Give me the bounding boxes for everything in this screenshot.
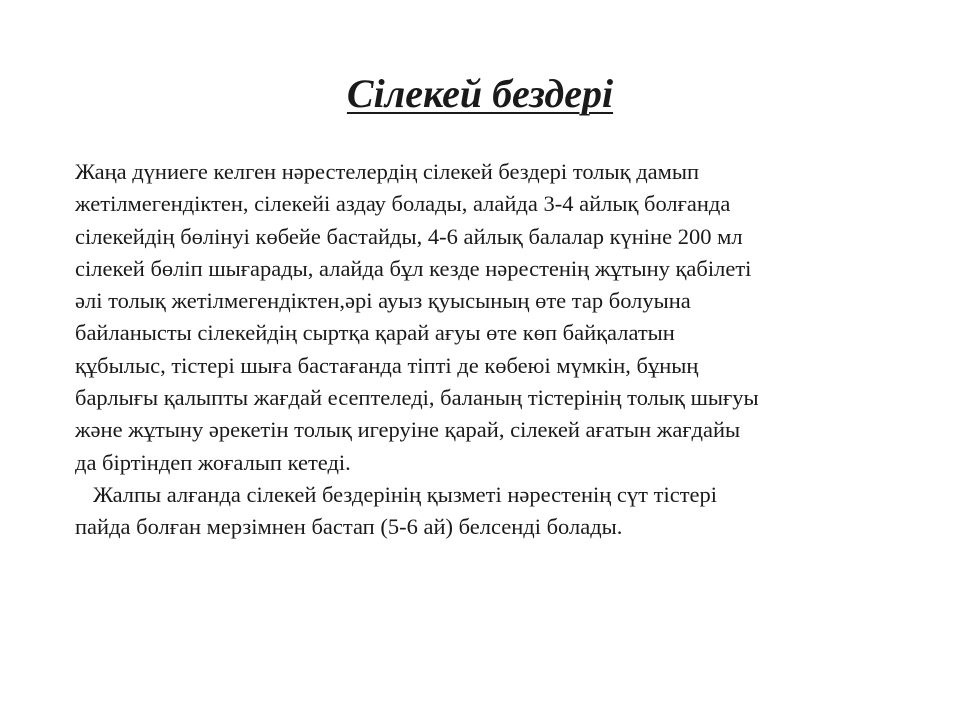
paragraph-1 — [75, 156, 890, 479]
slide-body — [75, 156, 890, 544]
text-line: құбылыс, тістері шыға бастағанда тіпті де көбеюі мүмкін, бұның — [75, 352, 699, 378]
text-line: да біртіндеп жоғалып кетеді. — [75, 449, 351, 475]
text-line: сілекей бөліп шығарады, алайда бұл кезде нәрестенің жұтыну қабілеті — [75, 255, 752, 281]
text-line: барлығы қалыпты жағдай есептеледі, баланың тістерінің толық шығуы — [75, 385, 759, 411]
text-line: Жалпы алғанда сілекей бездерінің қызметі нәрестенің сүт тістері — [93, 481, 718, 507]
slide-title — [0, 70, 960, 118]
text-line: Жаңа дүниеге келген нәрестелердің сілекей бездері толық дамып — [75, 159, 700, 184]
slide-title-text: Сілекей бездері — [346, 71, 614, 116]
text-line: пайда болған мерзімнен бастап (5-6 ай) белсенді болады. — [75, 514, 623, 540]
paragraph-2 — [75, 479, 890, 544]
text-line: сілекейдің бөлінуі көбейе бастайды, 4-6 айлық балалар күніне 200 мл — [75, 223, 743, 249]
text-line: әлі толық жетілмегендіктен,әрі ауыз қуысының өте тар болуына — [75, 288, 691, 314]
text-line: және жұтыну әрекетін толық игеруіне қарай, сілекей ағатын жағдайы — [75, 417, 741, 443]
text-line: жетілмегендіктен, сілекейі аздау болады, алайда 3-4 айлық болғанда — [75, 191, 731, 217]
text-line: байланысты сілекейдің сыртқа қарай ағуы өте көп байқалатын — [75, 320, 675, 346]
